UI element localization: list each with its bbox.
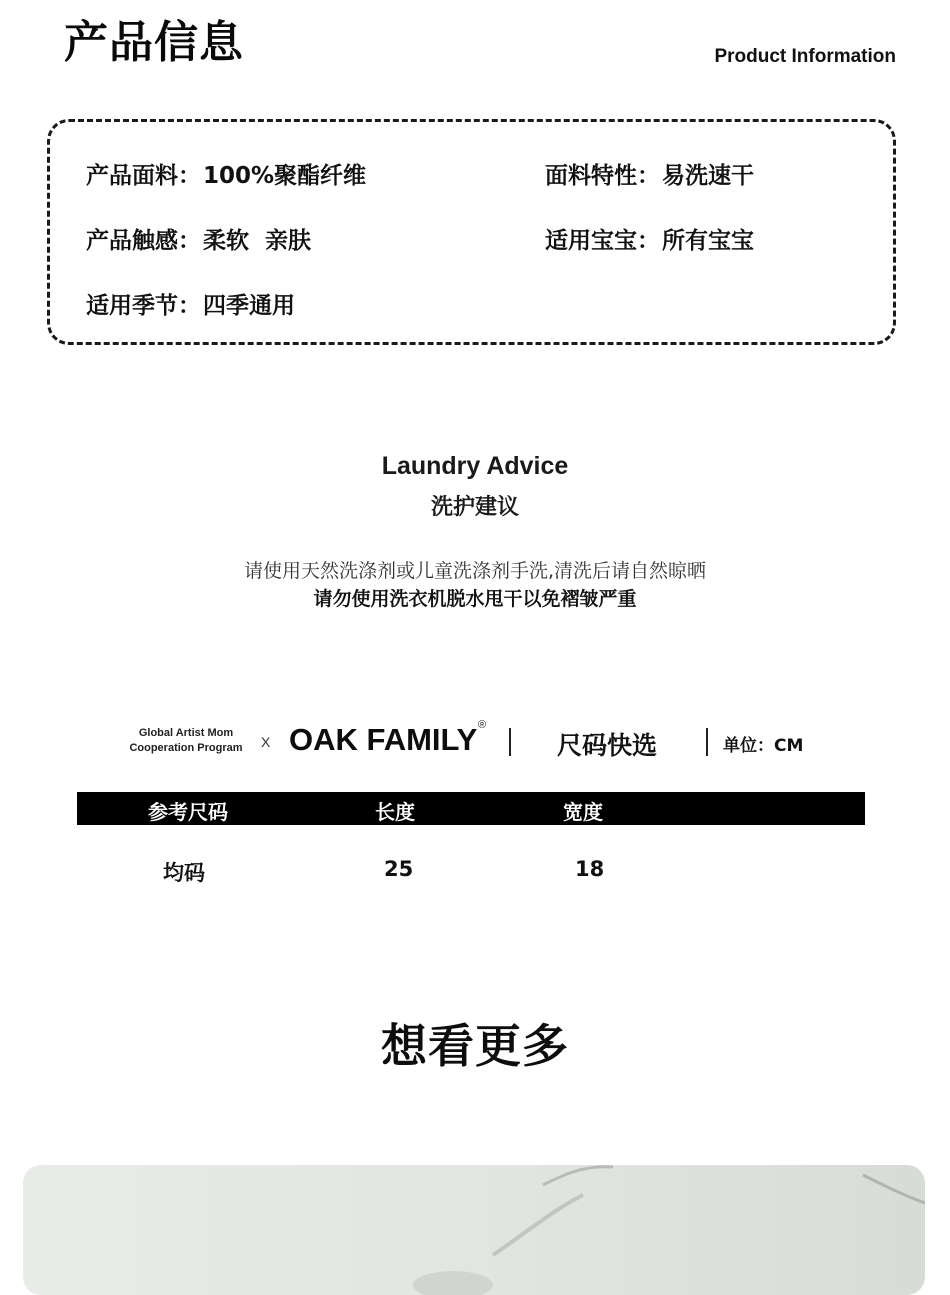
- divider: [509, 728, 511, 756]
- size-table-header: [77, 792, 865, 825]
- photo-texture: [23, 1165, 925, 1295]
- size-guide-title: 尺码快选: [557, 731, 658, 760]
- spec-season: [86, 287, 295, 320]
- brand-program-line2: Cooperation Program: [129, 742, 243, 754]
- spec-baby: [545, 222, 754, 255]
- laundry-title-cn: 洗护建议: [430, 495, 519, 520]
- page-title: 产品信息: [64, 17, 244, 68]
- laundry-instruction: 请使用天然洗涤剂或儿童洗涤剂手洗,清洗后请自然晾晒: [243, 560, 707, 582]
- page-subtitle: Product Information: [714, 46, 896, 67]
- cell-width: 18: [575, 857, 605, 881]
- brand-program-line1: Global Artist Mom: [138, 727, 234, 739]
- cell-size: 均码: [163, 861, 205, 885]
- cell-length: 25: [384, 857, 414, 881]
- spec-value: 四季通用: [203, 293, 295, 319]
- spec-label: 适用宝宝：: [545, 228, 660, 254]
- spec-label: 面料特性：: [545, 163, 660, 189]
- column-header-length: 长度: [375, 800, 415, 824]
- registered-mark: ®: [478, 719, 487, 731]
- spec-label: 产品面料：: [86, 163, 201, 189]
- product-photo: [23, 1165, 925, 1295]
- unit-label: 单位：CM: [723, 736, 804, 756]
- see-more-title: 想看更多: [381, 1019, 569, 1073]
- brand-logo: OAK FAMILY: [289, 722, 478, 757]
- spec-label: 适用季节：: [86, 293, 201, 319]
- column-header-width: 宽度: [563, 800, 603, 824]
- laundry-warning: 请勿使用洗衣机脱水甩干以免褶皱严重: [313, 588, 637, 610]
- spec-value: 易洗速干: [662, 163, 754, 189]
- spec-value: 柔软 亲肤: [203, 228, 312, 254]
- brand-program: [124, 726, 248, 756]
- divider: [706, 728, 708, 756]
- column-header-size: 参考尺码: [148, 800, 228, 824]
- spec-fabric: [86, 157, 366, 190]
- spec-value: 所有宝宝: [662, 228, 754, 254]
- brand-collab-x: X: [261, 734, 271, 750]
- laundry-title-en: Laundry Advice: [381, 452, 569, 480]
- spec-label: 产品触感：: [86, 228, 201, 254]
- spec-fabric-feature: [545, 157, 754, 190]
- spec-touch: [86, 222, 311, 255]
- spec-value: 100%聚酯纤维: [203, 163, 367, 189]
